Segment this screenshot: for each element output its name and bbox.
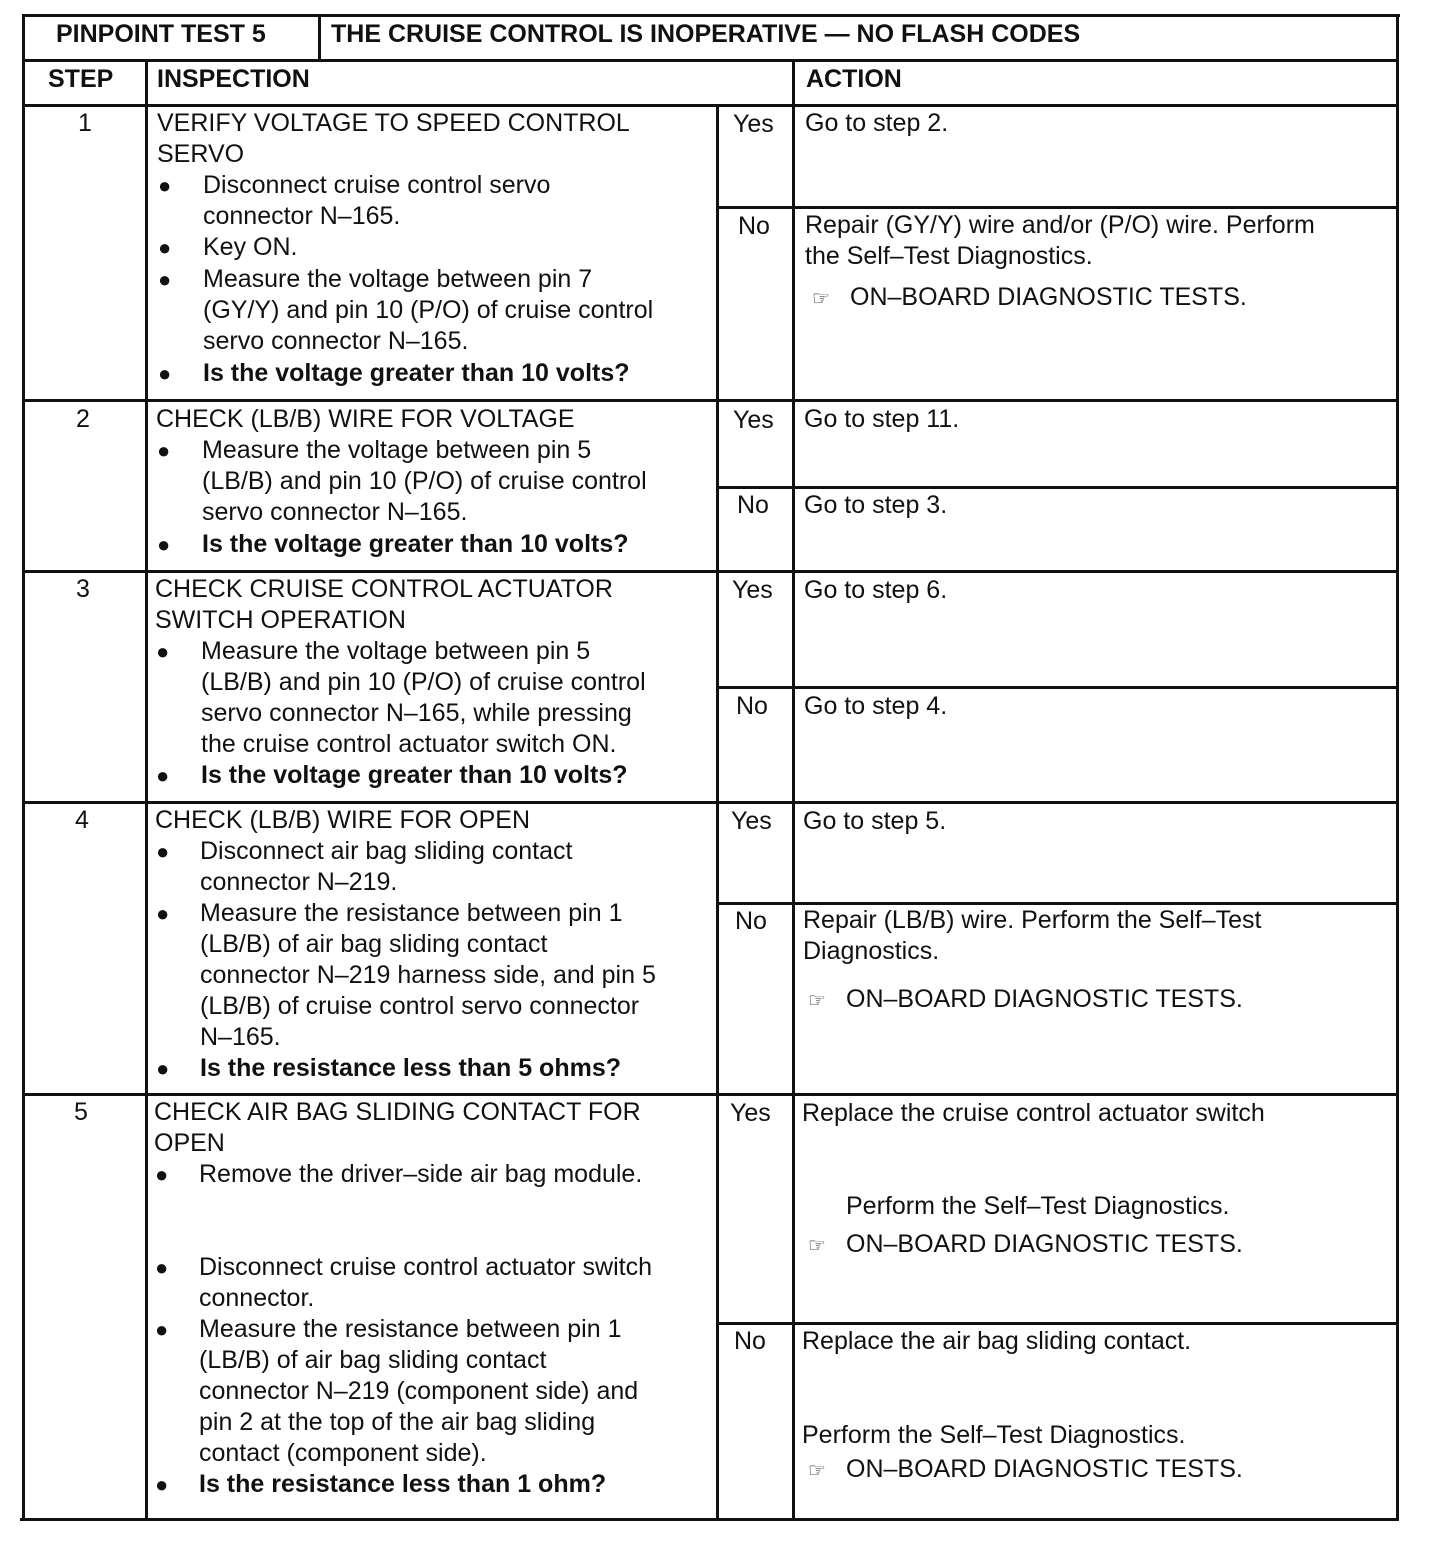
step-title-line: CHECK AIR BAG SLIDING CONTACT FOR <box>154 1098 641 1126</box>
no-perform: Perform the Self–Test Diagnostics. <box>802 1421 1186 1449</box>
bullet-text: connector N–219 (component side) and <box>199 1377 639 1405</box>
step-title-line: CHECK (LB/B) WIRE FOR VOLTAGE <box>156 405 575 433</box>
bullet-icon: ● <box>156 639 170 664</box>
bullet-text: Remove the driver–side air bag module. <box>199 1160 643 1188</box>
answer-no: No <box>737 491 769 519</box>
step-question: Is the voltage greater than 10 volts? <box>202 530 629 558</box>
row-divider-3 <box>22 801 1399 804</box>
bullet-icon: ● <box>156 839 170 864</box>
bullet-icon: ● <box>157 532 171 557</box>
no-action: Diagnostics. <box>803 937 940 965</box>
diagnostic-reference: ☞ ON–BOARD DIAGNOSTIC TESTS. <box>812 282 1247 315</box>
yes-no-divider-2 <box>716 486 1399 489</box>
bullet-text: connector N–165. <box>203 202 401 230</box>
bullet-text: Measure the voltage between pin 7 <box>203 265 593 293</box>
answer-no: No <box>735 907 767 935</box>
bullet-icon: ● <box>158 173 172 198</box>
bullet-text: servo connector N–165. <box>203 327 469 355</box>
answer-yes: Yes <box>733 406 774 434</box>
no-action: Go to step 4. <box>804 692 948 720</box>
table-border-right <box>1396 14 1399 1521</box>
bullet-text: Disconnect air bag sliding contact <box>200 837 573 865</box>
step-number: 1 <box>78 109 92 137</box>
yes-action: Replace the cruise control actuator switch <box>802 1099 1265 1127</box>
answer-no: No <box>734 1327 766 1355</box>
step-number: 2 <box>76 405 90 433</box>
table-border-bottom <box>20 1518 1396 1521</box>
no-action: Repair (GY/Y) wire and/or (P/O) wire. Perform <box>805 211 1315 239</box>
no-action: Replace the air bag sliding contact. <box>802 1327 1192 1355</box>
bullet-text: (LB/B) and pin 10 (P/O) of cruise control <box>202 467 647 495</box>
yes-action: Go to step 5. <box>803 807 947 835</box>
no-action: the Self–Test Diagnostics. <box>805 242 1093 270</box>
bullet-text: the cruise control actuator switch ON. <box>201 730 617 758</box>
bullet-text: (LB/B) and pin 10 (P/O) of cruise control <box>201 668 646 696</box>
column-header-divider <box>22 104 1399 107</box>
step-question: Is the voltage greater than 10 volts? <box>201 761 628 789</box>
step-title-line: CHECK (LB/B) WIRE FOR OPEN <box>155 806 531 834</box>
row-divider-2 <box>22 570 1399 573</box>
bullet-text: Disconnect cruise control servo <box>203 171 551 199</box>
answer-no: No <box>736 692 768 720</box>
test-title: THE CRUISE CONTROL IS INOPERATIVE — NO FLASH CODES <box>331 20 1081 48</box>
yes-no-divider-3 <box>716 686 1399 689</box>
action-column-divider <box>792 59 795 1521</box>
answer-yes: Yes <box>730 1099 771 1127</box>
bullet-text: (LB/B) of air bag sliding contact <box>200 930 548 958</box>
step-title-line: OPEN <box>154 1129 225 1157</box>
bullet-icon: ● <box>158 235 172 260</box>
step-title-line: SERVO <box>157 140 245 168</box>
step-number: 5 <box>74 1098 88 1126</box>
yes-action: Go to step 2. <box>805 109 949 137</box>
answer-no: No <box>738 212 770 240</box>
header-divider <box>22 59 1399 62</box>
step-title-line: CHECK CRUISE CONTROL ACTUATOR <box>155 575 613 603</box>
bullet-icon: ● <box>155 1255 169 1280</box>
bullet-icon: ● <box>156 763 170 788</box>
step-column-divider <box>145 59 148 1521</box>
bullet-text: Disconnect cruise control actuator switch <box>199 1253 652 1281</box>
step-number: 4 <box>75 806 89 834</box>
bullet-text: (GY/Y) and pin 10 (P/O) of cruise control <box>203 296 654 324</box>
table-border-top <box>22 14 1400 17</box>
no-action: Go to step 3. <box>804 491 948 519</box>
bullet-text: Measure the resistance between pin 1 <box>199 1315 622 1343</box>
title-divider <box>318 14 321 60</box>
bullet-icon: ● <box>156 1056 170 1081</box>
bullet-text: pin 2 at the top of the air bag sliding <box>199 1408 596 1436</box>
table-border-left <box>22 14 25 1521</box>
diagnostic-reference: ☞ ON–BOARD DIAGNOSTIC TESTS. <box>808 1229 1243 1262</box>
step-question: Is the resistance less than 1 ohm? <box>199 1470 607 1498</box>
bullet-icon: ● <box>155 1472 169 1497</box>
bullet-text: Measure the resistance between pin 1 <box>200 899 623 927</box>
bullet-text: Measure the voltage between pin 5 <box>201 637 591 665</box>
yes-no-divider-1 <box>716 206 1399 209</box>
yes-no-divider-5 <box>716 1322 1399 1325</box>
step-number: 3 <box>76 575 90 603</box>
step-question: Is the voltage greater than 10 volts? <box>203 359 630 387</box>
step-title-line: SWITCH OPERATION <box>155 606 406 634</box>
bullet-text: N–165. <box>200 1023 281 1051</box>
answer-yes: Yes <box>732 576 773 604</box>
bullet-text: Measure the voltage between pin 5 <box>202 436 592 464</box>
pointing-hand-icon: ☞ <box>812 288 830 310</box>
bullet-text: (LB/B) of cruise control servo connector <box>200 992 640 1020</box>
diagnostic-reference: ☞ ON–BOARD DIAGNOSTIC TESTS. <box>808 1454 1243 1487</box>
bullet-icon: ● <box>155 1162 169 1187</box>
column-header-action: ACTION <box>806 65 902 93</box>
test-label: PINPOINT TEST 5 <box>56 20 266 48</box>
column-header-step: STEP <box>48 65 114 93</box>
bullet-icon: ● <box>157 438 171 463</box>
bullet-text: contact (component side). <box>199 1439 487 1467</box>
pointing-hand-icon: ☞ <box>808 1460 826 1482</box>
yes-action: Go to step 6. <box>804 576 948 604</box>
bullet-text: connector N–219. <box>200 868 398 896</box>
bullet-text: connector N–219 harness side, and pin 5 <box>200 961 656 989</box>
yes-perform: Perform the Self–Test Diagnostics. <box>846 1192 1230 1220</box>
row-divider-4 <box>22 1093 1399 1096</box>
bullet-icon: ● <box>156 901 170 926</box>
diagnostic-reference: ☞ ON–BOARD DIAGNOSTIC TESTS. <box>808 984 1243 1017</box>
bullet-text: (LB/B) of air bag sliding contact <box>199 1346 547 1374</box>
answer-yes: Yes <box>733 110 774 138</box>
pointing-hand-icon: ☞ <box>808 1235 826 1257</box>
bullet-icon: ● <box>158 361 172 386</box>
bullet-text: Key ON. <box>203 233 298 261</box>
answer-yes: Yes <box>731 807 772 835</box>
column-header-inspection: INSPECTION <box>157 65 310 93</box>
step-title-line: VERIFY VOLTAGE TO SPEED CONTROL <box>157 109 630 137</box>
row-divider-1 <box>22 399 1399 402</box>
bullet-text: servo connector N–165. <box>202 498 468 526</box>
bullet-text: servo connector N–165, while pressing <box>201 699 632 727</box>
bullet-icon: ● <box>158 267 172 292</box>
answer-column-divider <box>716 104 719 1521</box>
bullet-text: connector. <box>199 1284 315 1312</box>
no-action: Repair (LB/B) wire. Perform the Self–Test <box>803 906 1262 934</box>
bullet-icon: ● <box>155 1317 169 1342</box>
pointing-hand-icon: ☞ <box>808 990 826 1012</box>
step-question: Is the resistance less than 5 ohms? <box>200 1054 621 1082</box>
yes-action: Go to step 11. <box>804 405 960 433</box>
